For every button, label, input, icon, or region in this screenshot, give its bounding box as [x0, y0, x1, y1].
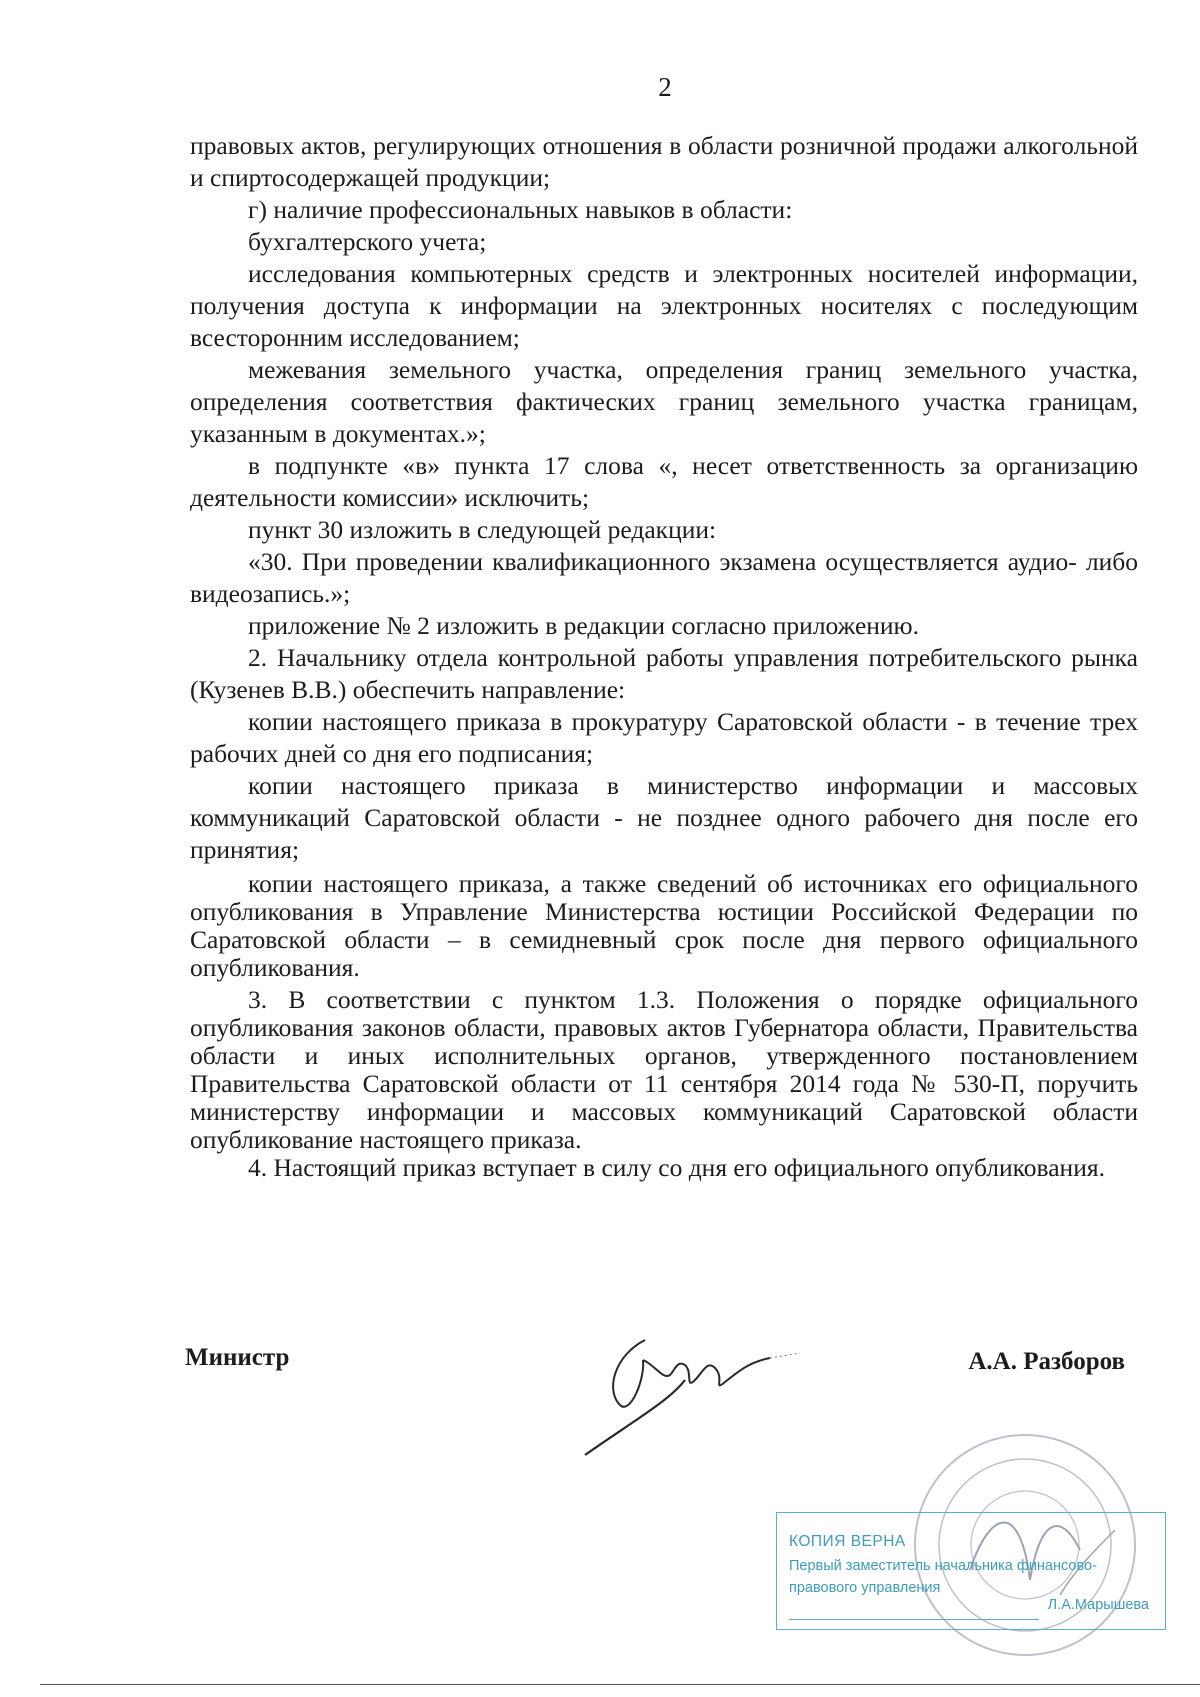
paragraph: 4. Настоящий приказ вступает в силу со дня его официального опубликования. — [248, 1153, 1105, 1182]
paragraph: копии настоящего приказа в прокуратуру Саратовской области - в течение трех рабочих дней со дня его подписания; — [190, 707, 1138, 768]
document-body — [190, 130, 1138, 1182]
stamp-position: Первый заместитель начальника финансово-правового управления — [789, 1558, 1097, 1596]
paragraph: г) наличие профессиональных навыков в области: — [248, 195, 793, 224]
paragraph: копии настоящего приказа в министерство информации и массовых коммуникаций Саратовской области - не позднее одного рабочего дня после его принятия; — [190, 771, 1138, 864]
handwritten-signature — [575, 1320, 805, 1460]
paragraph: пункт 30 изложить в следующей редакции: — [248, 515, 717, 544]
paragraph: исследования компьютерных средств и электронных носителей информации, получения доступа к информации на электронных носителях с последующим всесторонним исследованием; — [190, 259, 1138, 352]
stamp-name: Л.А.Марышева — [1047, 1597, 1149, 1613]
stamp-title: КОПИЯ ВЕРНА — [789, 1533, 906, 1550]
paragraph: 2. Начальнику отдела контрольной работы управления потребительского рынка (Кузенев В.В.) обеспечить направление: — [190, 643, 1138, 704]
paragraph: межевания земельного участка, определения границ земельного участка, определения соответствия фактических границ земельного участка границам, указанным в документах.»; — [190, 355, 1138, 448]
page-number: 2 — [658, 72, 672, 102]
paragraph: в подпункте «в» пункта 17 слова «, несет ответственность за организацию деятельности комиссии» исключить; — [190, 451, 1138, 512]
stamp-signature-line — [789, 1619, 1039, 1620]
signatory-name: А.А. Разборов — [968, 1348, 1125, 1375]
paragraph: бухгалтерского учета; — [248, 227, 487, 256]
paragraph: приложение № 2 изложить в редакции согласно приложению. — [248, 611, 919, 640]
paragraph: правовых актов, регулирующих отношения в области розничной продажи алкогольной и спиртосодержащей продукции; — [190, 131, 1138, 192]
paragraph: 3. В соответствии с пунктом 1.3. Положения о порядке официального опубликования законов области, правовых актов Губернатора области, Правительства области и иных исполнительных органов, утвержденного постановлением Правительства Саратовской области от 11 сентября 2014 года № 530-П, поручить министерству информации и массовых коммуникаций Саратовской области опубликование настоящего приказа. — [190, 985, 1138, 1154]
paragraph: «30. При проведении квалификационного экзамена осуществляется аудио- либо видеозапись.»; — [190, 547, 1138, 608]
copy-certification-stamp — [776, 1512, 1166, 1630]
paragraph: копии настоящего приказа, а также сведений об источниках его официального опубликования в Управление Министерства юстиции Российской Федерации по Саратовской области – в семидневный срок после дня первого официального опубликования. — [190, 869, 1138, 982]
signatory-title: Министр — [185, 1344, 290, 1371]
bottom-rule — [40, 1684, 1200, 1685]
